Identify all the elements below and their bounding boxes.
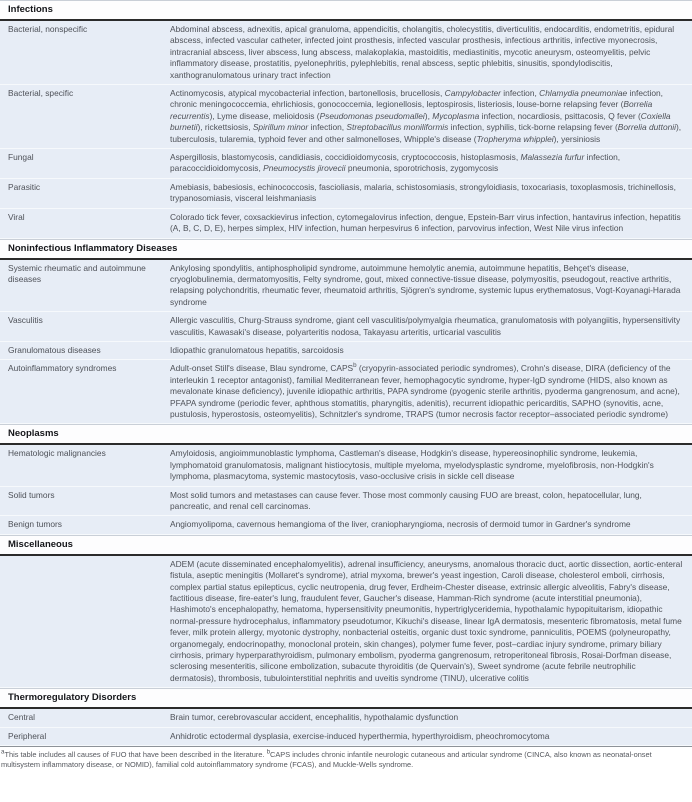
table-row — [0, 709, 692, 727]
table-row — [0, 149, 692, 179]
row-content: Amebiasis, babesiosis, echinococcosis, fascioliasis, malaria, schistosomiasis, strongyloidiasis, toxocariasis, toxoplasmosis, trichinellosis, trypanosomiasis, visceral leishmaniasis — [170, 181, 676, 204]
row-content: Amyloidosis, angioimmunoblastic lymphoma, Castleman's disease, Hodgkin's disease, hypereosinophilic syndrome, leukemia, lymphomatoid granulomatosis, malignant histiocytosis, multiple myeloma, myelodysplastic syndrome, myelofibrosis, non-Hodgkin's lymphoma, plasmacytoma, systemic mastocytosis, vaso-occlusive crisis in sickle cell disease — [170, 448, 654, 482]
table-row — [0, 487, 692, 517]
row-content: Abdominal abscess, adnexitis, apical granuloma, appendicitis, cholangitis, cholecystitis, diverticulitis, endocarditis, endometritis, epidural abscess, infected vascular catheter, infected joint prosthesis, infected vascular prosthesis, infectious arthritis, infective myonecrosis, intracranial abscess, liver abscess, lung abscess, malakoplakia, mastoiditis, mediastinitis, mycotic aneurysm, osteomyelitis, pelvic inflammatory disease, prostatitis, pyelonephritis, pylephlebitis, renal abscess, septic phlebitis, sinusitis, spondylodiscitis, xanthogranulomatous urinary tract infection — [170, 24, 675, 80]
row-content: Actinomycosis, atypical mycobacterial infection, bartonellosis, brucellosis, Campylobacter infection, Chlamydia pneumoniae infection, chronic meningococcemia, ehrlichiosis, gonococcemia, legionellosis, leptospirosis, listeriosis, louse-borne relapsing fever (Borrelia recurrentis), Lyme disease, melioidosis (Pseudomonas pseudomallei), Mycoplasma infection, nocardiosis, psittacosis, Q fever (Coxiella burnetii), rickettsiosis, Spirillum minor infection, Streptobacillus moniliformis infection, syphilis, tick-borne relapsing fever (Borrelia duttonii), tuberculosis, tularemia, typhoid fever and other salmonelloses, Whipple's disease (Tropheryma whipplei), yersiniosis — [170, 88, 682, 144]
table-row — [0, 445, 692, 486]
row-category-label — [0, 556, 170, 687]
row-content: Adult-onset Still's disease, Blau syndrome, CAPS$^b$ (cryopyrin-associated periodic syndromes), Crohn's disease, DIRA (deficiency of the interleukin 1 receptor antagonist), familial Mediterranean fever, hemophagocytic syndrome, hyper-IgD syndrome (HIDS, also known as mevalonate kinase deficiency), juvenile idiopathic arthritis, PAPA syndrome (pyogenic sterile arthritis, pyoderma gangrenosum, and acne), PFAPA syndrome (periodic fever, aphthous stomatitis, pharyngitis, adenitis), recurrent idiopathic pericarditis, SAPHO (synovitis, acne, pustulosis, hyperostosis, osteomyelitis), Schnitzler's syndrome, TRAPS (tumor necrosis factor receptor–associated periodic syndrome) — [170, 362, 680, 419]
section-header: Neoplasms — [0, 424, 692, 445]
row-content: Anhidrotic ectodermal dysplasia, exercise-induced hyperthermia, hyperthyroidism, pheochromocytoma — [170, 730, 550, 741]
row-category-label: Vasculitis — [8, 315, 43, 326]
section-header: Infections — [0, 0, 692, 21]
row-category-label: Bacterial, specific — [8, 88, 74, 99]
row-category-label: Fungal — [8, 152, 34, 163]
section-header: Noninfectious Inflammatory Diseases — [0, 239, 692, 260]
table-row — [0, 260, 692, 313]
row-category-label: Benign tumors — [8, 519, 62, 530]
table-row — [0, 516, 692, 534]
row-category-label: Solid tumors — [8, 489, 55, 500]
row-category-label: Hematologic malignancies — [8, 448, 106, 459]
row-content: Allergic vasculitis, Churg-Strauss syndrome, giant cell vasculitis/polymyalgia rheumatica, granulomatosis with polyangiitis, hypersensitivity vasculitis, Kawasaki's disease, polyarteritis nodosa, Takayasu arteritis, urticarial vasculitis — [170, 315, 681, 337]
row-content: Brain tumor, cerebrovascular accident, encephalitis, hypothalamic dysfunction — [170, 712, 459, 723]
table-row — [0, 179, 692, 209]
row-content: Idiopathic granulomatous hepatitis, sarcoidosis — [170, 344, 344, 355]
row-content: Aspergillosis, blastomycosis, candidiasis, coccidioidomycosis, cryptococcosis, histoplasmosis, Malassezia furfur infection, paracoccidioidomycosis, Pneumocystis jirovecii pneumonia, sporotrichosis, zygomycosis — [170, 152, 621, 174]
row-category-label: Central — [8, 712, 35, 723]
row-content: ADEM (acute disseminated encephalomyelitis), adrenal insufficiency, aneurysms, anomalous thoracic duct, aortic dissection, aortic-enteral fistula, aseptic meningitis (Mollaret's syndrome), atrial myxoma, brewer's yeast ingestion, Caroli disease, cholesterol emboli, cirrhosis, complex partial status epilepticus, cyclic neutropenia, drug fever, Erdheim-Chester disease, extrinsic allergic alveolitis, Fabry's disease, factitious disease, fire-eater's lung, fraudulent fever, Gaucher's disease, Hamman-Rich syndrome (acute interstitial pneumonia), Hashimoto's encephalopathy, hematoma, hypersensitivity pneumonitis, hypertriglyceridemia, hypothalamic hypopituitarism, idiopathic normal-pressure hydrocephalus, inflammatory pseudotumor, Kikuchi's disease, linear IgA dermatosis, mesenteric fibromatosis, metal fume fever, milk protein allergy, myotonic dystrophy, nonbacterial osteitis, organic dust toxic syndrome, panniculitis, POEMS (polyneuropathy, organomegaly, endocrinopathy, monoclonal protein, skin changes), polymer fume fever, post–cardiac injury syndrome, primary biliary cirrhosis, primary hyperparathyroidism, pulmonary embolism, pyoderma gangrenosum, retroperitoneal fibrosis, Rosai-Dorfman disease, sclerosing mesenteritis, silicone embolization, subacute thyroiditis (de Quervain's), Sweet syndrome (acute febrile neutrophilic dermatosis), thrombosis, tubulointerstitial nephritis and uveitis syndrome (TINU), ulcerative colitis — [170, 558, 683, 683]
row-content: Most solid tumors and metastases can cause fever. Those most commonly causing FUO are breast, colon, hepatocellular, lung, pancreatic, and renal cell carcinomas. — [170, 489, 642, 511]
table-row — [0, 728, 692, 746]
row-category-label: Systemic rheumatic and autoimmune diseases — [8, 262, 146, 284]
row-content: Colorado tick fever, coxsackievirus infection, cytomegalovirus infection, dengue, Epstein-Barr virus infection, hantavirus infection, hepatitis (A, B, C, D, E), herpes simplex, HIV infection, human herpesvirus 6 infection, parvovirus infection, West Nile virus infection — [170, 211, 681, 234]
table-row — [0, 556, 692, 688]
section-header: Thermoregulatory Disorders — [0, 688, 692, 709]
row-category-label: Bacterial, nonspecific — [8, 24, 88, 34]
row-category-label: Parasitic — [8, 181, 41, 192]
row-content: Angiomyolipoma, cavernous hemangioma of the liver, craniopharyngioma, necrosis of dermoid tumor in Gardner's syndrome — [170, 519, 631, 530]
row-category-label: Peripheral — [8, 730, 47, 741]
table-row — [0, 312, 692, 342]
row-category-label: Viral — [8, 211, 25, 222]
table-row — [0, 342, 692, 360]
table-row — [0, 209, 692, 239]
footnote: $^a$This table includes all causes of FUO that have been described in the literature. $^b$CAPS includes chronic infantile neurologic cutaneous and articular syndrome (CINCA, also known as neonatal-onset multisystem inflammatory disease, or NOMID), familial cold autoinflammatory syndrome (FCAS), and Muckle-Wells syndrome. — [0, 746, 692, 775]
row-content: Ankylosing spondylitis, antiphospholipid syndrome, autoimmune hemolytic anemia, autoimmune hepatitis, Behçet's disease, cryoglobulinemia, dermatomyositis, Felty syndrome, gout, mixed connective-tissue disease, polymyositis, pseudogout, reactive arthritis, relapsing polychondritis, rheumatic fever, rheumatoid arthritis, Sjögren's syndrome, systemic lupus erythematosus, Vogt-Koyanagi-Harada syndrome — [170, 262, 681, 307]
row-category-label: Autoinflammatory syndromes — [8, 363, 117, 374]
table-row — [0, 21, 692, 85]
table-row — [0, 85, 692, 149]
section-header: Miscellaneous — [0, 535, 692, 556]
table-row — [0, 360, 692, 424]
row-category-label: Granulomatous diseases — [8, 344, 101, 355]
